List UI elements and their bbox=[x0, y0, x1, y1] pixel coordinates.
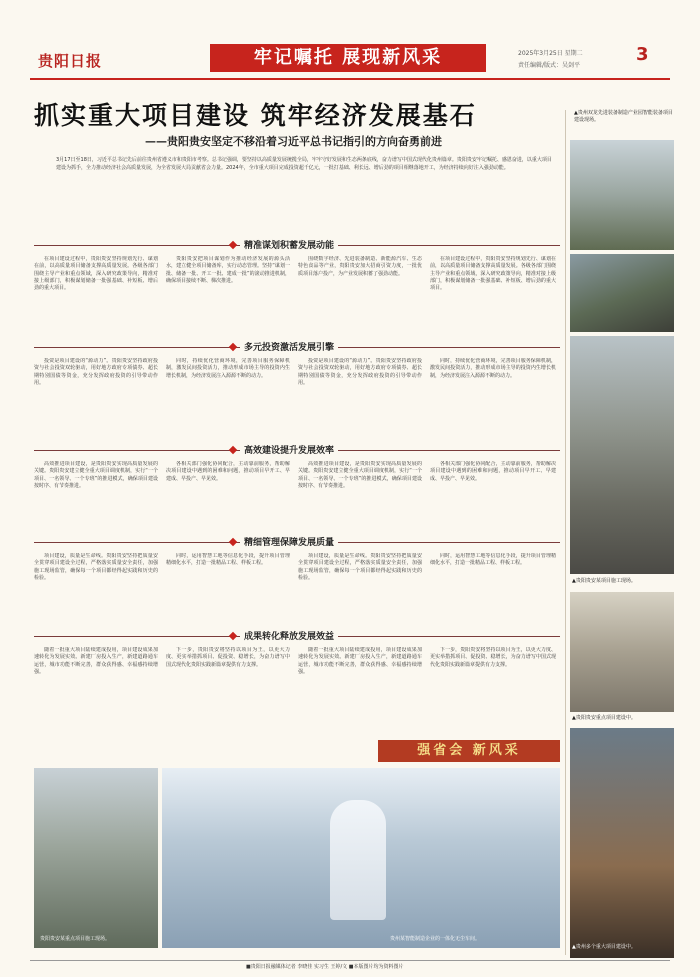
subheadline: ——贵阳贵安坚定不移沿着习近平总书记指引的方向奋勇前进 bbox=[145, 135, 442, 148]
paragraph: 项目建设，质量是生命线。贵阳贵安坚持把质量安全贯穿项目建设全过程，严格落实质量安全责任，加强施工现场监管，确保每一个项目都经得起实践和历史的检验。 bbox=[34, 553, 158, 581]
paragraph: 同时，持续优化营商环境，完善项目服务保障机制，激发民间投资活力，推动形成市场主导的投资内生增长机制，为经济发展注入源源不断的动力。 bbox=[166, 358, 290, 379]
photo-night-building bbox=[570, 728, 674, 958]
headline: 抓实重大项目建设 筑牢经济发展基石 bbox=[34, 101, 477, 130]
page-number: 3 bbox=[636, 44, 649, 65]
photo-caption-bottom-left: 贵阳贵安某重点项目施工现场。 bbox=[40, 936, 111, 942]
paragraph: 下一步，贵阳贵安将坚持以项目为王，以更大力度、更实举措抓项目、促投资、稳增长，为奋力谱写中国式现代化贵阳实践新篇章提供有力支撑。 bbox=[166, 647, 290, 668]
section-3-col-1 bbox=[34, 461, 158, 531]
photo-building-renovation bbox=[570, 592, 674, 712]
paragraph: 围绕数字经济、先进装备制造、新能源汽车、生态特色食品等产业，贵阳贵安加大招商引资力度，一批优质项目落户投产，为产业发展积蓄了强劲动能。 bbox=[298, 256, 422, 277]
photo-caption-bottom-mid: 贵州某智能制造企业的一体化无尘车间。 bbox=[390, 936, 481, 942]
section-4-col-2 bbox=[166, 553, 290, 623]
photo-caption-lower: ▲贵阳贵安重点项目建设中。 bbox=[572, 715, 636, 721]
section-4-col-1 bbox=[34, 553, 158, 623]
section-5-col-1 bbox=[34, 647, 158, 731]
paragraph: 投资是项目建设的“源动力”。贵阳贵安坚持政府投资与社会投资双轮驱动，用好地方政府专项债券、超长期特别国债等资金，充分发挥政府投资的引导带动作用。 bbox=[34, 358, 158, 386]
section-header-4 bbox=[34, 535, 560, 549]
paragraph: 在项目建设过程中，贵阳贵安坚持规划先行、谋划在前，以高质量项目储备支撑高质量发展。各级各部门围绕主导产业和重点领域，深入研究政策导向，精准对接上级部门，积极谋划储备一批强基础、补短板、增后劲的重大项目。 bbox=[34, 256, 158, 292]
section-3-col-4 bbox=[430, 461, 556, 531]
editor-line: 责任编辑/版式：吴剑平 bbox=[518, 62, 581, 69]
section-1-col-4 bbox=[430, 256, 556, 336]
paragraph: 项目建设，质量是生命线。贵阳贵安坚持把质量安全贯穿项目建设全过程，严格落实质量安全责任，加强施工现场监管，确保每一个项目都经得起实践和历史的检验。 bbox=[298, 553, 422, 581]
section-title-4: 精细管理保障发展质量 bbox=[240, 535, 338, 548]
photo-construction-site bbox=[570, 140, 674, 250]
paragraph: 同时，运用智慧工地等信息化手段，提升项目管理精细化水平，打造一批精品工程、样板工程。 bbox=[166, 553, 290, 567]
date-line: 2025年3月25日 星期二 bbox=[518, 50, 583, 57]
section-title-3: 高效建设提升发展效率 bbox=[240, 443, 338, 456]
paragraph: 在项目建设过程中，贵阳贵安坚持规划先行、谋划在前，以高质量项目储备支撑高质量发展。各级各部门围绕主导产业和重点领域，深入研究政策导向，精准对接上级部门，积极谋划储备一批强基础、补短板、增后劲的重大项目。 bbox=[430, 256, 556, 292]
masthead-rule bbox=[30, 78, 670, 80]
section-3-col-3 bbox=[298, 461, 422, 531]
section-5-col-3 bbox=[298, 647, 422, 731]
slogan-stamp: 强省会 新风采 bbox=[378, 740, 560, 762]
section-2-col-3 bbox=[298, 358, 422, 438]
section-header-5 bbox=[34, 629, 560, 643]
photo-hillside-project bbox=[570, 254, 674, 332]
byline: ■贵阳日报融媒体记者 李晓佳 实习生 王婷/文 ■本版图片均为资料图片 bbox=[246, 964, 404, 970]
section-header-2 bbox=[34, 340, 560, 354]
section-3-col-2 bbox=[166, 461, 290, 531]
worker-figure bbox=[330, 800, 386, 920]
paragraph: 下一步，贵阳贵安将坚持以项目为王，以更大力度、更实举措抓项目、促投资、稳增长，为奋力谱写中国式现代化贵阳实践新篇章提供有力支撑。 bbox=[430, 647, 556, 668]
photo-city-skyline bbox=[570, 336, 674, 574]
lead-paragraph: 3月17日至18日，习近平总书记先后前往贵州省遵义市和贵阳市考察。总书记强调，要坚持以高质量发展统揽全局，牢牢守好发展和生态两条底线，奋力谱写中国式现代化贵州篇章。贵阳贵安牢记嘱托、感恩奋进，以重大项目建设为抓手，全力推动经济社会高质量发展，为全省发展大局贡献省会力量。2024年，全市重大项目完成投资超千亿元，一批打基础、利长远、增后劲的项目相继落地开工，为经济持续向好注入强劲动能。 bbox=[56, 157, 552, 171]
newspaper-logo: 贵阳日报 bbox=[38, 52, 103, 70]
section-header-3 bbox=[34, 443, 560, 457]
paragraph: 投资是项目建设的“源动力”。贵阳贵安坚持政府投资与社会投资双轮驱动，用好地方政府专项债券、超长期特别国债等资金，充分发挥政府投资的引导带动作用。 bbox=[298, 358, 422, 386]
section-header-1 bbox=[34, 238, 560, 252]
section-2-col-4 bbox=[430, 358, 556, 438]
paragraph: 各相关部门强化协同配合，主动靠前服务，帮助解决项目建设中遇到的困难和问题，推动项目早开工、早建成、早投产、早见效。 bbox=[430, 461, 556, 482]
section-4-col-3 bbox=[298, 553, 422, 623]
paragraph: 高效推进项目建设，是贵阳贵安实现高质量发展的关键。贵阳贵安建立健全重大项目调度机制，实行“一个项目、一名领导、一个专班”的推进模式，确保项目建设按时序、有节奏推进。 bbox=[298, 461, 422, 489]
photo-caption-last: ▲贵州多个重大项目建设中。 bbox=[572, 944, 636, 950]
section-1-col-2 bbox=[166, 256, 290, 336]
column-banner: 牢记嘱托 展现新风采 bbox=[210, 44, 486, 72]
photo-bottom-left bbox=[34, 768, 158, 948]
section-5-col-4 bbox=[430, 647, 556, 731]
paragraph: 同时，运用智慧工地等信息化手段，提升项目管理精细化水平，打造一批精品工程、样板工程。 bbox=[430, 553, 556, 567]
photo-caption-top: ▲贵州双龙先进装备制造产业园智能装备项目建设现场。 bbox=[574, 110, 673, 123]
paragraph: 随着一批重大项目陆续建成投用，项目建设成果加速转化为发展实效。新建厂房投入生产，新建道路通车运营，城市功能不断完善，群众获得感、幸福感持续增强。 bbox=[298, 647, 422, 675]
section-title-5: 成果转化释放发展效益 bbox=[240, 629, 338, 642]
footer-rule bbox=[30, 960, 670, 961]
paragraph: 随着一批重大项目陆续建成投用，项目建设成果加速转化为发展实效。新建厂房投入生产，新建道路通车运营，城市功能不断完善，群众获得感、幸福感持续增强。 bbox=[34, 647, 158, 675]
section-2-col-2 bbox=[166, 358, 290, 438]
paragraph: 贵阳贵安把项目谋划作为推动经济发展的源头活水，建立健全项目储备库，实行动态管理。坚持“谋划一批、储备一批、开工一批、建成一批”的滚动推进机制，确保项目接续不断、梯次推进。 bbox=[166, 256, 290, 284]
section-2-col-1 bbox=[34, 358, 158, 438]
section-1-col-1 bbox=[34, 256, 158, 336]
section-title-2: 多元投资激活发展引擎 bbox=[240, 340, 338, 353]
column-divider bbox=[565, 110, 566, 955]
paragraph: 同时，持续优化营商环境，完善项目服务保障机制，激发民间投资活力，推动形成市场主导的投资内生增长机制，为经济发展注入源源不断的动力。 bbox=[430, 358, 556, 379]
section-title-1: 精准谋划积蓄发展动能 bbox=[240, 238, 338, 251]
section-5-col-2 bbox=[166, 647, 290, 731]
section-1-col-3 bbox=[298, 256, 422, 336]
photo-caption-mid: ▲贵阳贵安某项目施工现场。 bbox=[572, 578, 636, 584]
section-4-col-4 bbox=[430, 553, 556, 623]
paragraph: 各相关部门强化协同配合，主动靠前服务，帮助解决项目建设中遇到的困难和问题，推动项目早开工、早建成、早投产、早见效。 bbox=[166, 461, 290, 482]
paragraph: 高效推进项目建设，是贵阳贵安实现高质量发展的关键。贵阳贵安建立健全重大项目调度机制，实行“一个项目、一名领导、一个专班”的推进模式，确保项目建设按时序、有节奏推进。 bbox=[34, 461, 158, 489]
